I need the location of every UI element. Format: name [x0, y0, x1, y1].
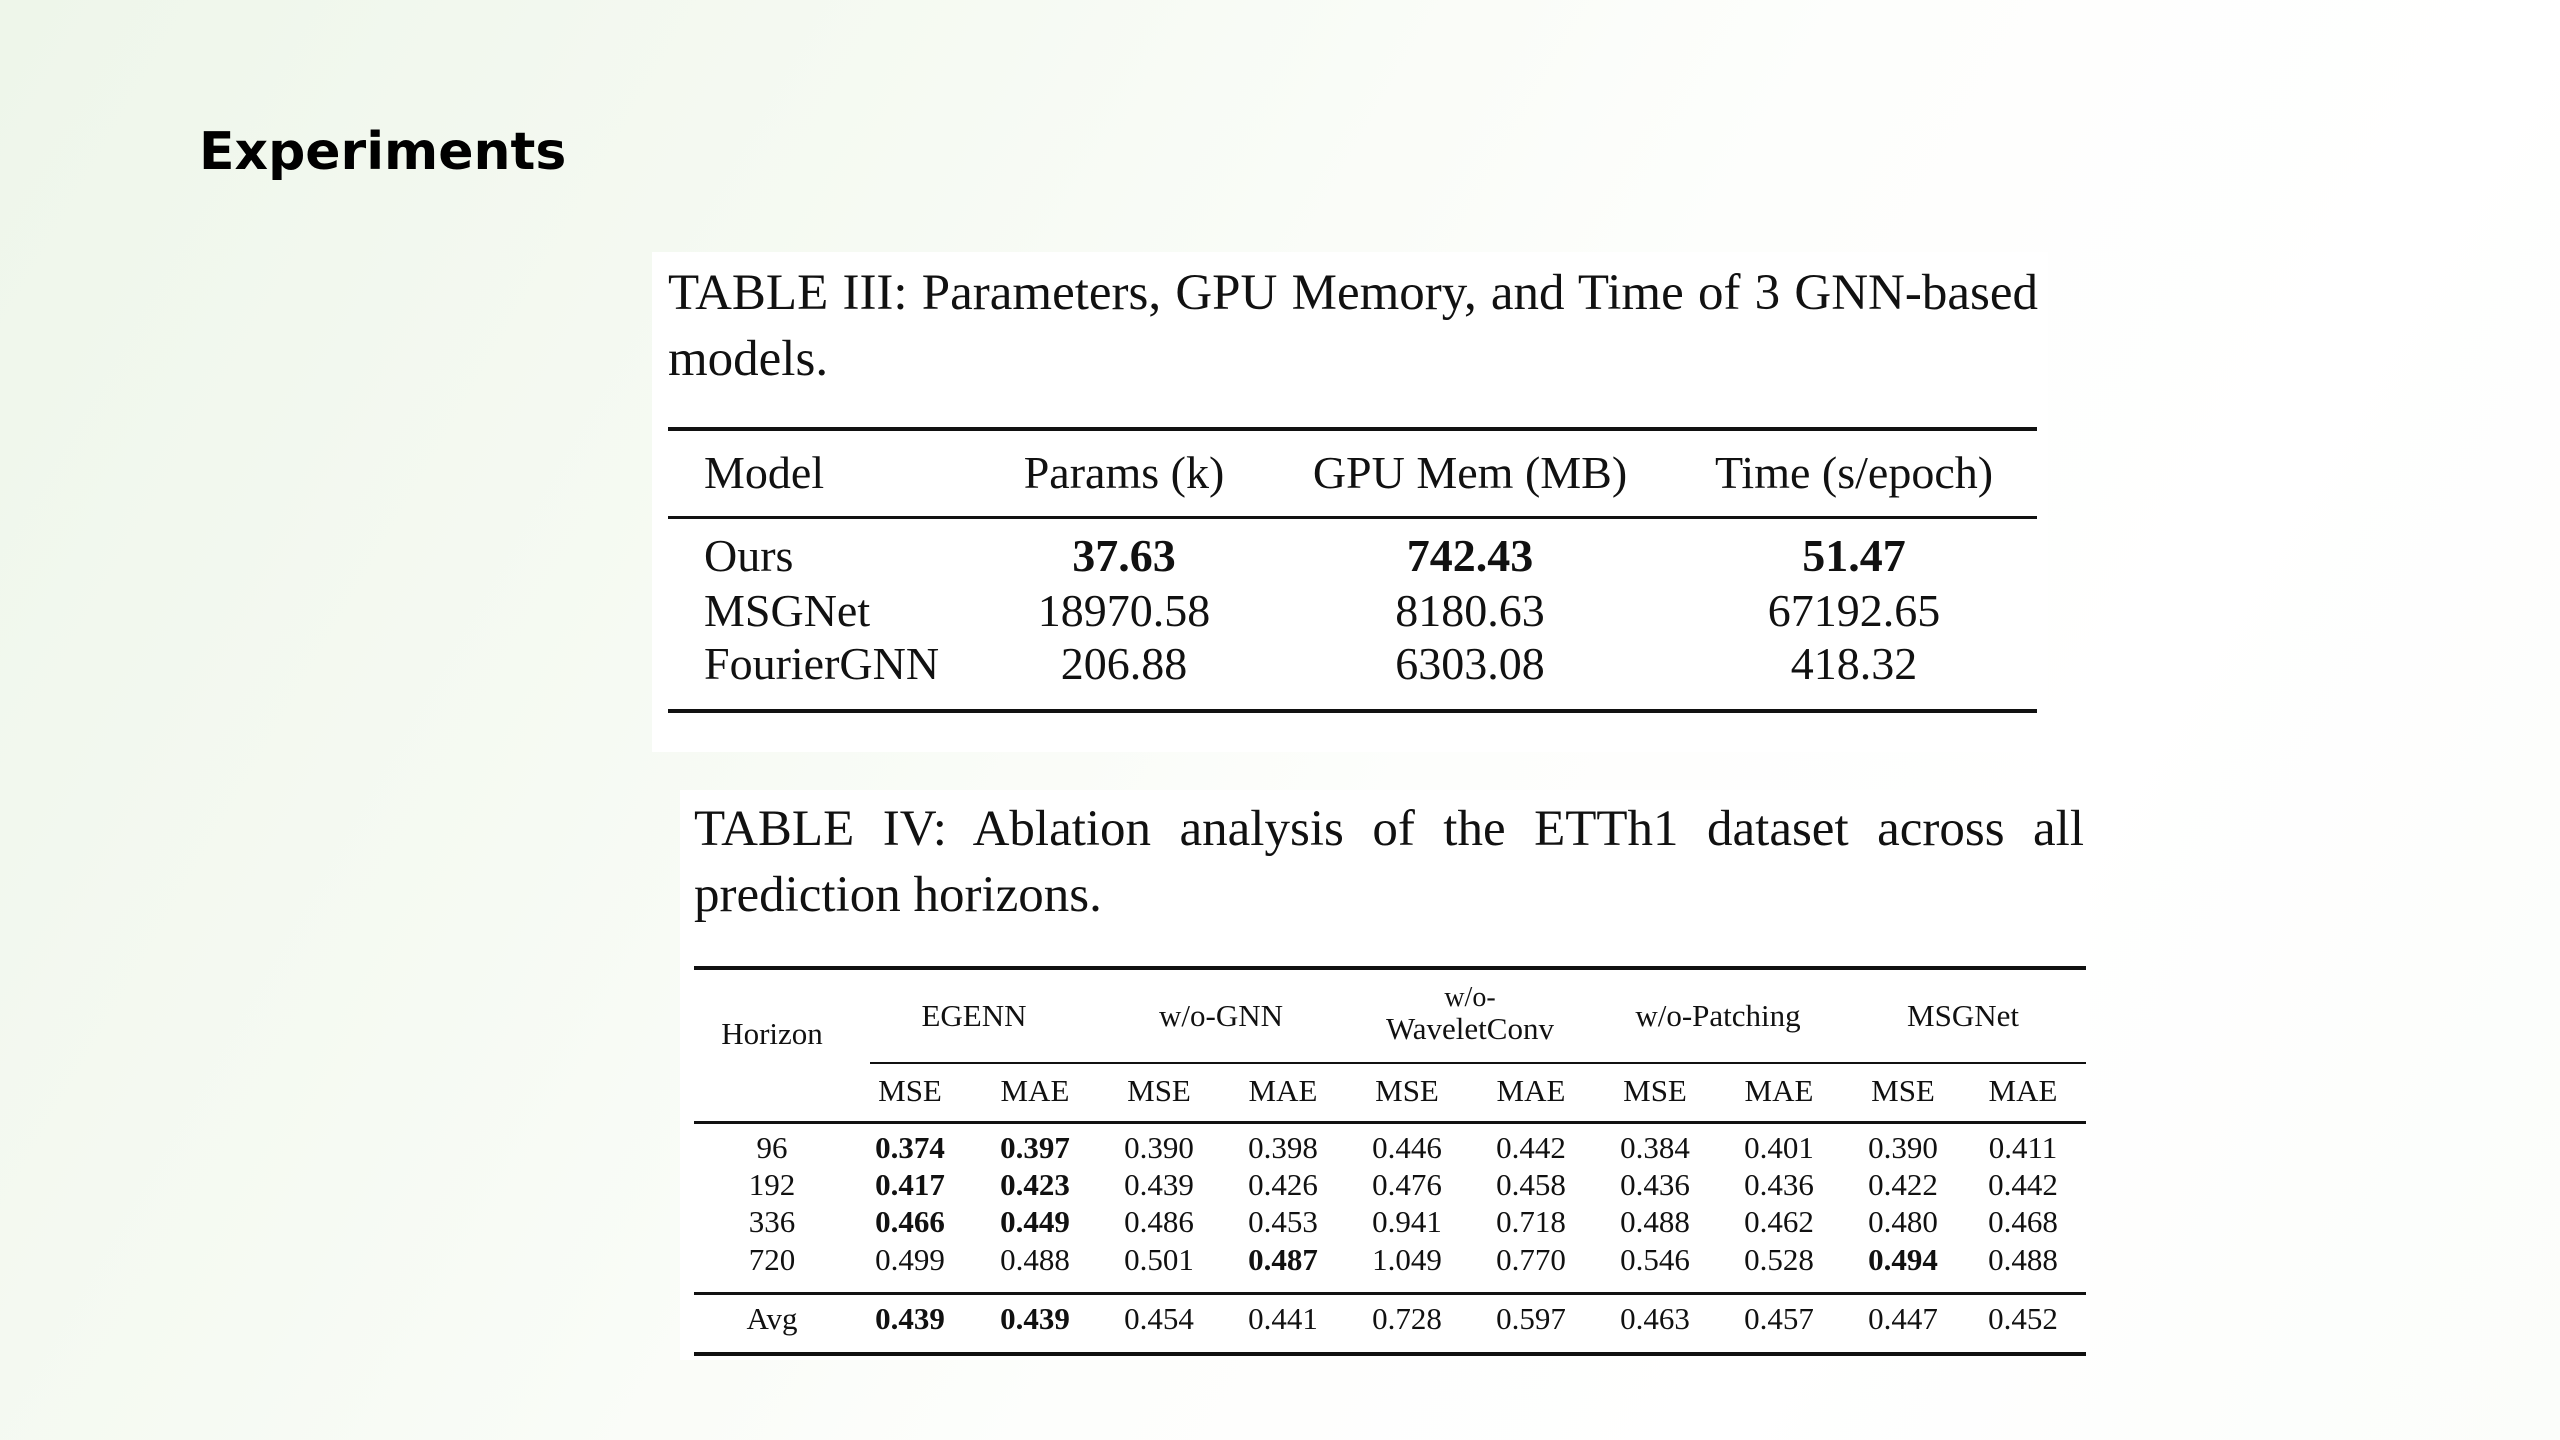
- table-iv-cell: 0.442: [1496, 1130, 1566, 1165]
- table-iv-cell: 0.487: [1248, 1242, 1318, 1277]
- table-iv-cell: 0.411: [1988, 1130, 2058, 1165]
- table-iv-cell: 0.597: [1496, 1301, 1566, 1336]
- table-iv-cell: 0.499: [875, 1242, 945, 1277]
- table-iv-group-header: EGENN: [921, 998, 1027, 1033]
- table-iv-cell: 0.436: [1744, 1167, 1814, 1202]
- table-iv-cell: 0.488: [1000, 1242, 1070, 1277]
- table-iv-subheader: MAE: [1248, 1073, 1318, 1108]
- table-iv-cell: 0.436: [1620, 1167, 1690, 1202]
- table-iv-cell: 0.728: [1372, 1301, 1442, 1336]
- table-iii-bottom-rule: [668, 709, 2037, 713]
- table-iv-cell: 1.049: [1372, 1242, 1442, 1277]
- table-iv-cell-horizon: 192: [748, 1167, 796, 1202]
- table-iii-header-2: GPU Mem (MB): [1312, 447, 1628, 498]
- table-iv-cell: 0.468: [1988, 1204, 2058, 1239]
- table-iv-cell: 0.384: [1620, 1130, 1690, 1165]
- table-iii-top-rule: [668, 427, 2037, 431]
- table-iv-subheader: MSE: [1871, 1073, 1935, 1108]
- table-iv-cell: 0.453: [1248, 1204, 1318, 1239]
- table-iv-cell: 0.398: [1248, 1130, 1318, 1165]
- table-iv-cell: 0.463: [1620, 1301, 1690, 1336]
- table-iv-cell-horizon: Avg: [746, 1301, 798, 1336]
- table-iv-cell: 0.390: [1124, 1130, 1194, 1165]
- table-iv-cell: 0.374: [875, 1130, 945, 1165]
- table-iii-header-rule: [668, 516, 2037, 519]
- table-iv-group-header: w/o- WaveletConv: [1386, 982, 1554, 1046]
- slide-title: Experiments: [199, 122, 567, 182]
- table-iv-cell: 0.457: [1744, 1301, 1814, 1336]
- table-iv-cell: 0.439: [1000, 1301, 1070, 1336]
- table-iv-cell: 0.546: [1620, 1242, 1690, 1277]
- table-iv-caption: TABLE IV: Ablation analysis of the ETTh1 dataset across all prediction horizons.: [694, 801, 2084, 923]
- table-iv-cell: 0.390: [1868, 1130, 1938, 1165]
- table-iv-cell: 0.466: [875, 1204, 945, 1239]
- table-iv-subheader: MSE: [1623, 1073, 1687, 1108]
- table-iv-cell: 0.454: [1124, 1301, 1194, 1336]
- table-iv-subheader: MAE: [1988, 1073, 2058, 1108]
- table-iii-caption: TABLE III: Parameters, GPU Memory, and Time of 3 GNN-based models.: [668, 265, 2038, 387]
- table-iii-cell-model: Ours: [704, 530, 794, 581]
- table-iv-cell: 0.488: [1988, 1242, 2058, 1277]
- table-iv-cell: 0.462: [1744, 1204, 1814, 1239]
- table-iv-cell: 0.486: [1124, 1204, 1194, 1239]
- table-iii-cell-params: 18970.58: [1037, 585, 1211, 636]
- table-iv-cell: 0.426: [1248, 1167, 1318, 1202]
- table-iv-subheader: MAE: [1000, 1073, 1070, 1108]
- table-iv-cell: 0.449: [1000, 1204, 1070, 1239]
- table-iv-cell: 0.494: [1868, 1242, 1938, 1277]
- table-iii-cell-time: 51.47: [1802, 530, 1906, 581]
- table-iv-cell: 0.439: [875, 1301, 945, 1336]
- table-iii-cell-mem: 742.43: [1406, 530, 1534, 581]
- table-iii-cell-model: MSGNet: [704, 585, 871, 636]
- table-iv-cell: 0.442: [1988, 1167, 2058, 1202]
- table-iv-cell: 0.476: [1372, 1167, 1442, 1202]
- table-iv-avg-rule: [694, 1292, 2086, 1295]
- table-iv-cell: 0.718: [1496, 1204, 1566, 1239]
- table-iv-subheader: MSE: [878, 1073, 942, 1108]
- table-iv-cell: 0.446: [1372, 1130, 1442, 1165]
- table-iv-header-rule: [694, 1121, 2086, 1124]
- table-iv-cell: 0.401: [1744, 1130, 1814, 1165]
- table-iv-subheader: MAE: [1744, 1073, 1814, 1108]
- table-iv-top-rule: [694, 966, 2086, 970]
- table-iv: [680, 790, 2090, 1360]
- table-iii-header-model: Model: [704, 447, 825, 498]
- table-iii-cell-time: 67192.65: [1767, 585, 1941, 636]
- table-iii-cell-params: 206.88: [1060, 638, 1188, 689]
- table-iv-subheader: MAE: [1496, 1073, 1566, 1108]
- table-iv-cell: 0.941: [1372, 1204, 1442, 1239]
- table-iv-cell: 0.422: [1868, 1167, 1938, 1202]
- table-iv-cell: 0.439: [1124, 1167, 1194, 1202]
- table-iv-cell: 0.501: [1124, 1242, 1194, 1277]
- table-iv-cell: 0.770: [1496, 1242, 1566, 1277]
- table-iv-cell: 0.397: [1000, 1130, 1070, 1165]
- table-iii-header-1: Params (k): [1023, 447, 1225, 498]
- table-iv-cell: 0.488: [1620, 1204, 1690, 1239]
- table-iii-header-3: Time (s/epoch): [1714, 447, 1994, 498]
- table-iv-cell: 0.423: [1000, 1167, 1070, 1202]
- table-iii-cell-params: 37.63: [1072, 530, 1176, 581]
- table-iii: [652, 252, 2048, 752]
- table-iv-cell: 0.458: [1496, 1167, 1566, 1202]
- table-iii-cell-time: 418.32: [1790, 638, 1918, 689]
- table-iv-cell: 0.441: [1248, 1301, 1318, 1336]
- table-iii-cell-model: FourierGNN: [704, 638, 940, 689]
- table-iv-cell-horizon: 336: [748, 1204, 796, 1239]
- table-iv-cell: 0.480: [1868, 1204, 1938, 1239]
- table-iii-cell-mem: 8180.63: [1395, 585, 1545, 636]
- table-iv-group-header: w/o-Patching: [1635, 998, 1801, 1033]
- table-iv-group-header: w/o-GNN: [1159, 998, 1283, 1033]
- table-iv-cell-horizon: 96: [756, 1130, 788, 1165]
- table-iv-cell-horizon: 720: [748, 1242, 796, 1277]
- table-iv-group-header: MSGNet: [1907, 998, 2019, 1033]
- table-iv-subheader: MSE: [1127, 1073, 1191, 1108]
- table-iv-header-horizon: Horizon: [721, 1016, 823, 1051]
- table-iv-cell: 0.417: [875, 1167, 945, 1202]
- table-iv-subheader: MSE: [1375, 1073, 1439, 1108]
- table-iv-subheader-rule: [870, 1062, 2086, 1064]
- table-iv-cell: 0.452: [1988, 1301, 2058, 1336]
- table-iv-cell: 0.447: [1868, 1301, 1938, 1336]
- table-iv-bottom-rule: [694, 1352, 2086, 1356]
- table-iii-cell-mem: 6303.08: [1395, 638, 1545, 689]
- table-iv-cell: 0.528: [1744, 1242, 1814, 1277]
